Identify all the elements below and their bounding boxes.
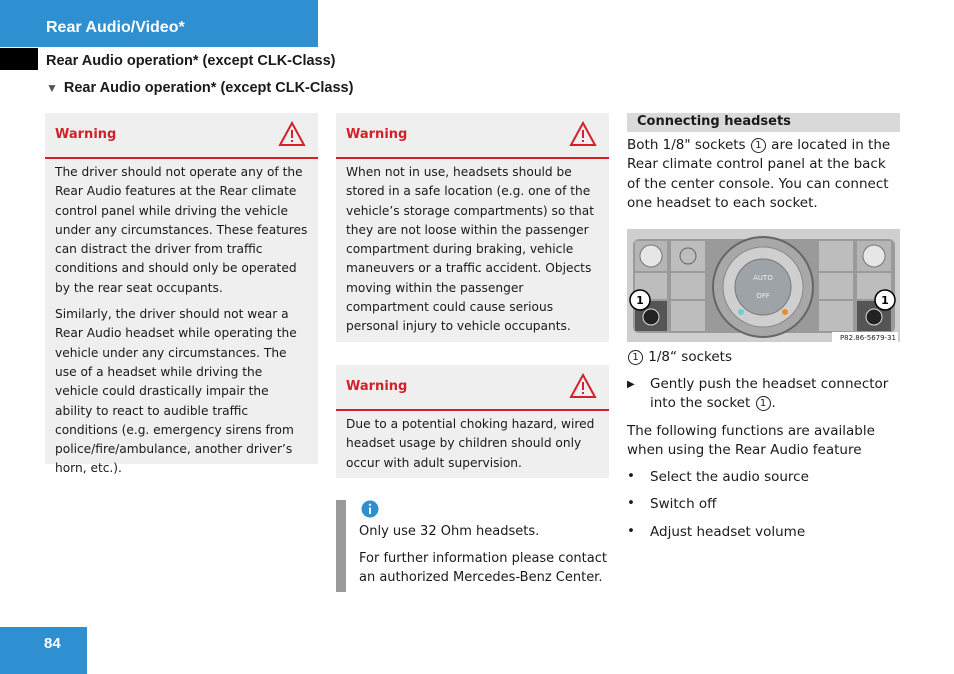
connecting-intro <box>627 136 902 214</box>
climate-panel-graphic <box>627 229 900 342</box>
warning-paragraph: The driver should not operate any of the Rear Audio features at the Rear climate control panel while driving the vehicle under any circumstances. These features can distract the driver from traffic conditions and should only be operated by the rear seat occupants. <box>55 165 308 295</box>
instruction-text <box>650 375 902 414</box>
warning-box-driver <box>45 113 318 476</box>
warning-body <box>336 159 609 354</box>
warning-label: Warning <box>346 379 408 394</box>
warning-body <box>336 411 609 490</box>
instruction-step <box>627 375 902 414</box>
warning-box-storage <box>336 113 609 342</box>
warning-paragraph: Similarly, the driver should not wear a Rear Audio headset while operating the vehicle under any circumstances. The use of a headset while driving the vehicle could drastically impair the ability to react to audible traffic conditions (e.g. emergency sirens from police/fire/ambulance, another driver’s horn, etc.). <box>55 307 297 476</box>
triangle-down-icon: ▼ <box>46 81 58 95</box>
warning-header <box>45 113 318 159</box>
arrow-right-icon: ▶ <box>627 379 635 390</box>
bullet-icon: • <box>627 523 635 539</box>
connecting-headsets-heading-bar <box>627 113 900 132</box>
warning-header <box>336 113 609 159</box>
dial-auto-label: AUTO <box>753 274 773 282</box>
legend-text: 1/8“ sockets <box>648 349 732 365</box>
section-subtitle <box>46 80 353 96</box>
note-paragraph: For further information please contact an authorized Mercedes-Benz Center. <box>359 551 607 585</box>
callout-marker-left: 1 <box>636 294 644 307</box>
rear-climate-panel-illustration <box>627 229 900 342</box>
callout-marker: 1 <box>628 350 643 365</box>
warning-label: Warning <box>55 127 117 142</box>
info-note <box>336 500 610 592</box>
warning-body <box>45 159 318 496</box>
bullet-icon: • <box>627 495 635 511</box>
page-number: 84 <box>44 635 61 652</box>
warning-triangle-icon <box>569 121 597 147</box>
note-paragraph: Only use 32 Ohm headsets. <box>359 524 540 539</box>
info-icon <box>361 500 379 518</box>
bullet-icon: • <box>627 468 635 484</box>
section-title: Rear Audio operation* (except CLK-Class) <box>46 53 336 69</box>
list-item-text: Select the audio source <box>650 469 809 485</box>
subtitle-text: Rear Audio operation* (except CLK-Class) <box>63 80 354 96</box>
dial-off-label: OFF <box>756 292 770 300</box>
functions-intro: The following functions are available when using the Rear Audio feature <box>627 423 875 459</box>
section-marker <box>0 48 38 70</box>
step-text: Gently push the headset connector into the socket <box>650 376 889 412</box>
callout-marker-right: 1 <box>881 294 889 307</box>
legend-line <box>627 348 902 367</box>
warning-header <box>336 365 609 411</box>
warning-paragraph: Due to a potential choking hazard, wired headset usage by children should only occur with adult supervision. <box>346 417 595 470</box>
connecting-headsets-heading: Connecting headsets <box>637 114 791 129</box>
warning-triangle-icon <box>569 373 597 399</box>
warning-label: Warning <box>346 127 408 142</box>
chapter-title: Rear Audio/Video* <box>46 19 185 36</box>
warning-box-choking <box>336 365 609 478</box>
warning-paragraph: When not in use, headsets should be stored in a safe location (e.g. one of the vehicle’s storage compartments) so that they are not loose within the passenger compartment during braking, vehicle maneuvers or a traffic accident. Objects moving within the passenger compartment could cause serious personal injury to vehicle occupants. <box>346 165 594 334</box>
image-code: P82.86-5679-31 <box>839 334 896 342</box>
warning-triangle-icon <box>278 121 306 147</box>
step-text-end: . <box>771 395 776 412</box>
list-item-text: Adjust headset volume <box>650 524 806 540</box>
callout-marker: 1 <box>756 396 771 411</box>
callout-marker: 1 <box>751 138 766 153</box>
intro-text: Both 1/8" sockets <box>627 137 746 153</box>
list-item-text: Switch off <box>650 496 717 512</box>
page-number-band <box>0 627 87 674</box>
note-text <box>359 522 609 595</box>
intro-text: are located in the Rear climate control panel at the back of the center console. You can connect one headset to each socket. <box>627 137 891 212</box>
